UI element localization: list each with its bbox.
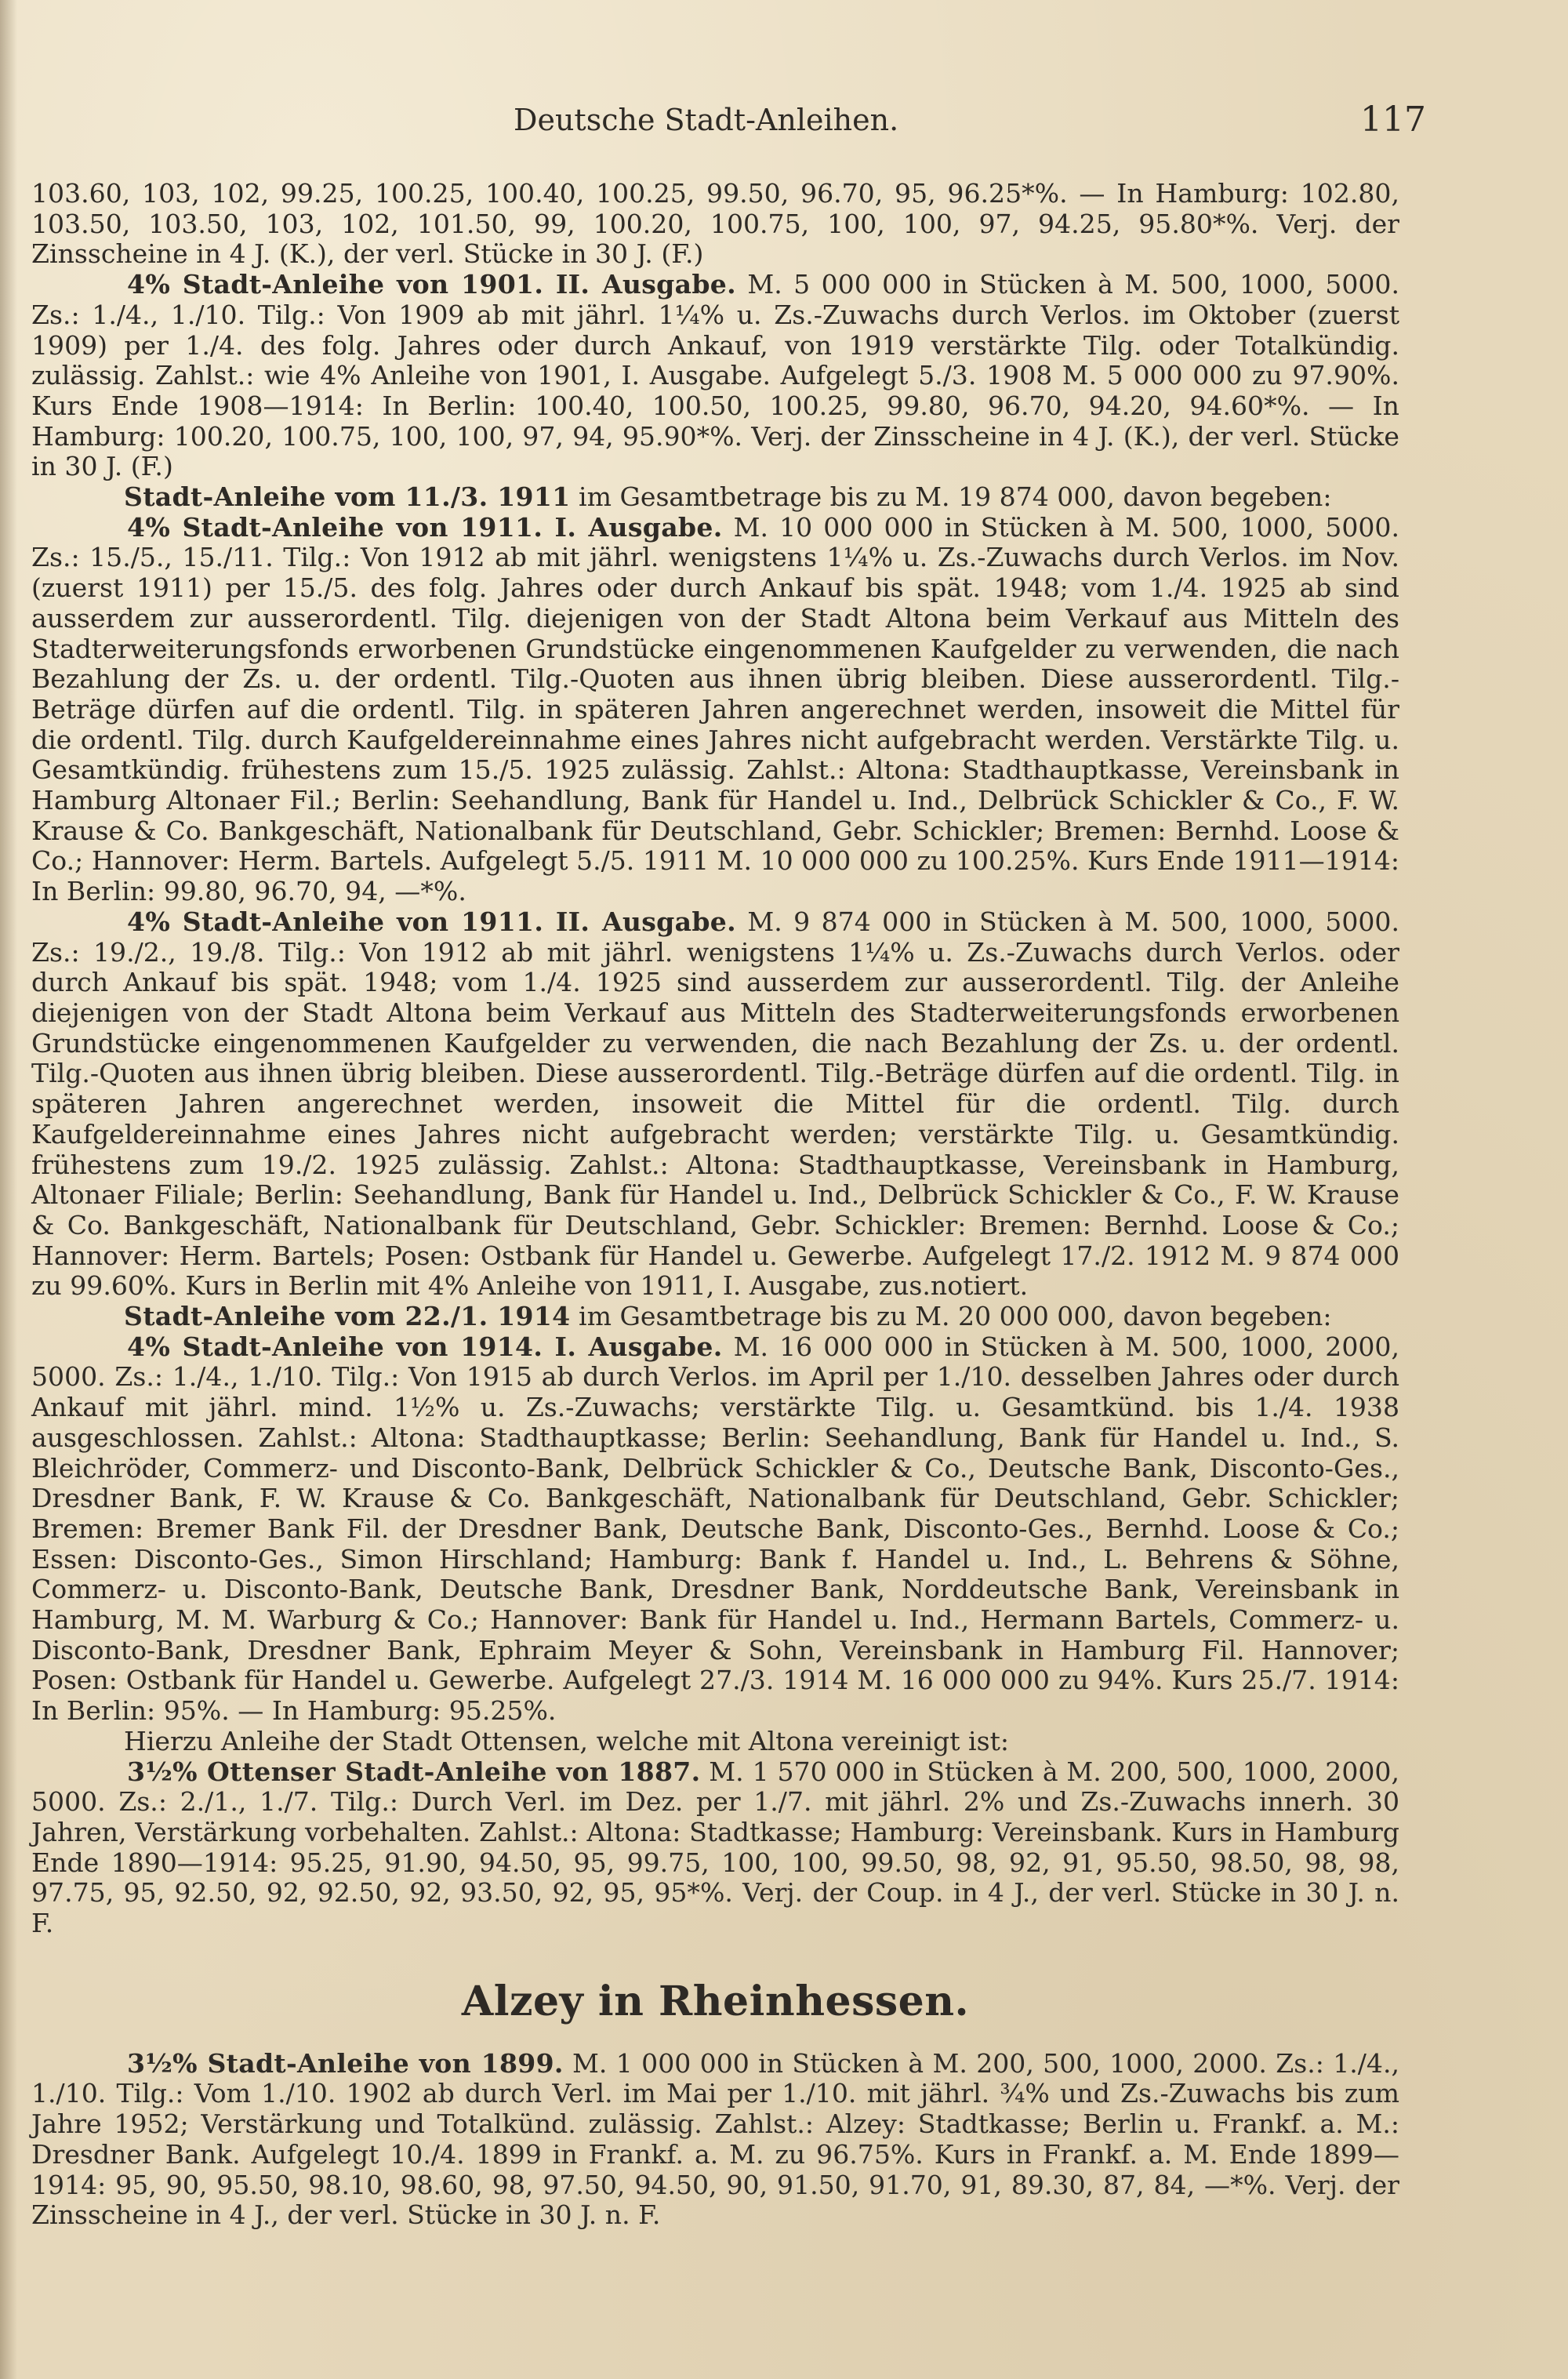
bond-text: M. 1 570 000 in Stücken à M. 200, 500, 1000, 2000, 5000. Zs.: 2./1., 1./7. Tilg.: Durch Verl. im Dez. per 1./7. mit jährl. 2% und Zs.-Zuwachs innerh. 30 Jahren, Verstärkung vorbehalten. Zahlst.: Altona: Stadtkasse; Hamburg: Vereinsbank. Kurs in Hamburg Ende 1890—1914: 95.25, 91.90, 94.50, 95, 99.75, 100, 100, 99.50, 98, 92, 91, 95.50, 98.50, 98, 98, 97.75, 95, 92.50, 92, 92.50, 92, 93.50, 92, 95, 95*%. Verj. der Coup. in 4 J., der verl. Stücke in 30 J. n. F. (31, 1756, 1399, 1939)
continued-paragraph: 103.60, 103, 102, 99.25, 100.25, 100.40, 100.25, 99.50, 96.70, 95, 96.25*%. — In Hamburg: 102.80, 103.50, 103.50, 103, 102, 101.50, 99, 100.20, 100.75, 100, 100, 97, 94.25, 95.80*%. Verj. der Zinsscheine in 4 J. (K.), der verl. Stücke in 30 J. (F.) (31, 178, 1399, 270)
bond-title: 4% Stadt-Anleihe von 1914. I. Ausgabe. (127, 1331, 723, 1362)
page-body (31, 179, 1399, 2231)
page-number: 117 (1360, 100, 1426, 140)
bond-text: M. 10 000 000 in Stücken à M. 500, 1000, 5000. Zs.: 15./5., 15./11. Tilg.: Von 1912 ab mit jährl. wenigstens 1¼% u. Zs.-Zuwachs durch Verlos. im Nov. (zuerst 1911) per 15./5. des folg. Jahres oder durch Ankauf bis spät. 1948; vom 1./4. 1925 ab sind ausserdem zur ausserordentl. Tilg. diejenigen von der Stadt Altona beim Verkauf aus Mitteln des Stadterweiterungsfonds erworbenen Grundstücke eingenommenen Kaufgelder zu verwenden, die nach Bezahlung der Zs. u. der ordentl. Tilg.-Quoten aus ihnen übrig bleiben. Diese ausserordentl. Tilg.-Beträge dürfen auf die ordentl. Tilg. in späteren Jahren angerechnet werden, insoweit die Mittel für die ordentl. Tilg. durch Kaufgeldereinnahme eines Jahres nicht aufgebracht werden. Verstärkte Tilg. u. Gesamtkündig. frühestens zum 15./5. 1925 zulässig. Zahlst.: Altona: Stadthauptkasse, Vereinsbank in Hamburg Altonaer Fil.; Berlin: Seehandlung, Bank für Handel u. Ind., Delbrück Schickler & Co., F. W. Krause & Co. Bankgeschäft, Nationalbank für Deutschland, Gebr. Schickler; Bremen: Bernhd. Loose & Co.; Hannover: Herm. Bartels. Aufgelegt 5./5. 1911 M. 10 000 000 zu 100.25%. Kurs Ende 1911—1914: In Berlin: 99.80, 96.70, 94, —*%. (31, 511, 1399, 907)
bond-entry (31, 513, 1399, 907)
page-header (0, 93, 1568, 147)
bond-title: Stadt-Anleihe vom 11./3. 1911 (124, 481, 571, 513)
bond-title: 3½% Ottenser Stadt-Anleihe von 1887. (127, 1756, 701, 1787)
bond-title: 3½% Stadt-Anleihe von 1899. (127, 2047, 564, 2079)
bond-text: M. 16 000 000 in Stücken à M. 500, 1000, 2000, 5000. Zs.: 1./4., 1./10. Tilg.: Von 1915 ab durch Verlos. im April per 1./10. desselben Jahres oder durch Ankauf mit jährl. mind. 1½% u. Zs.-Zuwachs; verstärkte Tilg. u. Gesamtkünd. bis 1./4. 1938 ausgeschlossen. Zahlst.: Altona: Stadthauptkasse; Berlin: Seehandlung, Bank für Handel u. Ind., S. Bleichröder, Commerz- und Disconto-Bank, Delbrück Schickler & Co., Deutsche Bank, Disconto-Ges., Dresdner Bank, F. W. Krause & Co. Bankgeschäft, Nationalbank für Deutschland, Gebr. Schickler; Bremen: Bremer Bank Fil. der Dresdner Bank, Deutsche Bank, Disconto-Ges., Bernhd. Loose & Co.; Essen: Disconto-Ges., Simon Hirschland; Hamburg: Bank f. Handel u. Ind., L. Behrens & Söhne, Commerz- u. Disconto-Bank, Deutsche Bank, Dresdner Bank, Norddeutsche Bank, Vereinsbank in Hamburg, M. M. Warburg & Co.; Hannover: Bank für Handel u. Ind., Hermann Bartels, Commerz- u. Disconto-Bank, Dresdner Bank, Ephraim Meyer & Sohn, Vereinsbank in Hamburg Fil. Hannover; Posen: Ostbank für Handel u. Gewerbe. Aufgelegt 27./3. 1914 M. 16 000 000 zu 94%. Kurs 25./7. 1914: In Berlin: 95%. — In Hamburg: 95.25%. (31, 1331, 1399, 1727)
bond-title: 4% Stadt-Anleihe von 1901. II. Ausgabe. (127, 269, 736, 300)
bond-text: im Gesamtbetrage bis zu M. 20 000 000, davon begeben: (570, 1301, 1332, 1332)
page-binding-shadow (0, 0, 17, 2379)
bond-entry (31, 1757, 1399, 1939)
bond-text: M. 1 000 000 in Stücken à M. 200, 500, 1000, 2000. Zs.: 1./4., 1./10. Tilg.: Vom 1./10. 1902 ab durch Verl. im Mai per 1./10. mit jährl. ¾% und Zs.-Zuwachs bis zum Jahre 1952; Verstärkung und Totalkünd. zulässig. Zahlst.: Alzey: Stadtkasse; Berlin u. Frankf. a. M.: Dresdner Bank. Aufgelegt 10./4. 1899 in Frankf. a. M. zu 96.75%. Kurs in Frankf. a. M. Ende 1899—1914: 95, 90, 95.50, 98.10, 98.60, 98, 97.50, 94.50, 90, 91.50, 91.70, 91, 89.30, 87, 84, —*%. Verj. der Zinsscheine in 4 J., der verl. Stücke in 30 J. n. F. (31, 2047, 1399, 2231)
bond-entry (31, 482, 1399, 513)
city-heading: Alzey in Rheinhessen. (461, 1977, 970, 2025)
note-paragraph: Hierzu Anleihe der Stadt Ottensen, welche mit Altona vereinigt ist: (124, 1725, 1010, 1756)
bond-entry (31, 907, 1399, 1302)
bond-entry (31, 1302, 1399, 1332)
bond-entry (31, 270, 1399, 482)
bond-text: im Gesamtbetrage bis zu M. 19 874 000, davon begeben: (570, 481, 1332, 513)
bond-entry (31, 1332, 1399, 1727)
bond-text: M. 9 874 000 in Stücken à M. 500, 1000, 5000. Zs.: 19./2., 19./8. Tilg.: Von 1912 ab mit jährl. wenigstens 1¼% u. Zs.-Zuwachs durch Verlos. oder durch Ankauf bis spät. 1948; vom 1./4. 1925 sind ausserdem zur ausserordentl. Tilg. der Anleihe diejenigen von der Stadt Altona beim Verkauf aus Mitteln des Stadterweiterungsfonds erworbenen Grundstücke eingenommenen Kaufgelder zu verwenden, die nach Bezahlung der Zs. u. der ordentl. Tilg.-Quoten aus ihnen übrig bleiben. Diese ausserordentl. Tilg.-Beträge dürfen auf die ordentl. Tilg. in späteren Jahren angerechnet werden, insoweit die Mittel für die ordentl. Tilg. durch Kaufgeldereinnahme eines Jahres nicht aufgebracht werden; verstärkte Tilg. u. Gesamtkündig. frühestens zum 19./2. 1925 zulässig. Zahlst.: Altona: Stadthauptkasse, Vereinsbank in Hamburg, Altonaer Filiale; Berlin: Seehandlung, Bank für Handel u. Ind., Delbrück Schickler & Co., F. W. Krause & Co. Bankgeschäft, Nationalbank für Deutschland, Gebr. Schickler: Bremen: Bernhd. Loose & Co.; Hannover: Herm. Bartels; Posen: Ostbank für Handel u. Gewerbe. Aufgelegt 17./2. 1912 M. 9 874 000 zu 99.60%. Kurs in Berlin mit 4% Anleihe von 1911, I. Ausgabe, zus.notiert. (31, 906, 1399, 1302)
bond-title: 4% Stadt-Anleihe von 1911. I. Ausgabe. (127, 511, 723, 543)
bond-title: 4% Stadt-Anleihe von 1911. II. Ausgabe. (127, 906, 736, 937)
bond-title: Stadt-Anleihe vom 22./1. 1914 (124, 1301, 571, 1332)
bond-entry (31, 2049, 1399, 2231)
bond-text: M. 5 000 000 in Stücken à M. 500, 1000, 5000. Zs.: 1./4., 1./10. Tilg.: Von 1909 ab mit jährl. 1¼% u. Zs.-Zuwachs durch Verlos. im Oktober (zuerst 1909) per 1./4. des folg. Jahres oder durch Ankauf, von 1919 verstärkte Tilg. oder Totalkündig. zulässig. Zahlst.: wie 4% Anleihe von 1901, I. Ausgabe. Aufgelegt 5./3. 1908 M. 5 000 000 zu 97.90%. Kurs Ende 1908—1914: In Berlin: 100.40, 100.50, 100.25, 99.80, 96.70, 94.20, 94.60*%. — In Hamburg: 100.20, 100.75, 100, 100, 97, 94, 95.90*%. Verj. der Zinsscheine in 4 J. (K.), der verl. Stücke in 30 J. (F.) (31, 269, 1399, 482)
running-title: Deutsche Stadt-Anleihen. (514, 103, 899, 137)
